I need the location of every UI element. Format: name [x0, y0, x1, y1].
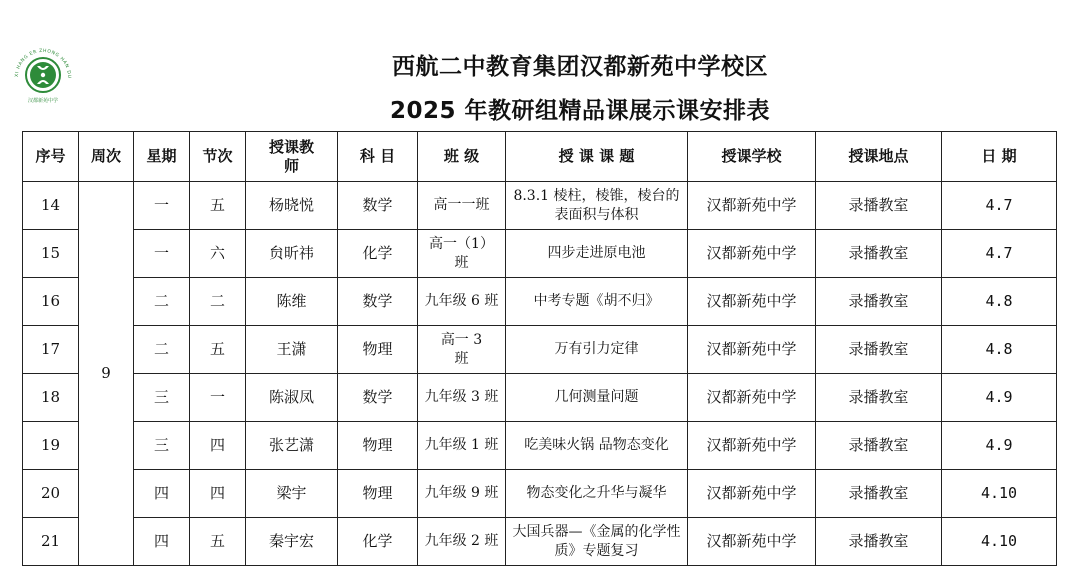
cell-school: 汉都新苑中学	[688, 422, 816, 470]
cell-teacher: 杨晓悦	[246, 182, 338, 230]
cell-subject: 化学	[338, 230, 418, 278]
cell-topic: 吃美味火锅 品物态变化	[506, 422, 688, 470]
cell-teacher: 贠昕祎	[246, 230, 338, 278]
cell-weekday: 四	[134, 518, 190, 566]
cell-class: 高一（1）班	[418, 230, 506, 278]
cell-class: 高一 3 班	[418, 326, 506, 374]
logo-bottom-text: 汉都新苑中学	[27, 98, 59, 104]
page-title: 西航二中教育集团汉都新苑中学校区	[392, 54, 768, 80]
cell-period: 四	[190, 470, 246, 518]
cell-location: 录播教室	[816, 422, 942, 470]
cell-class: 九年级 6 班	[418, 278, 506, 326]
cell-teacher: 张艺潇	[246, 422, 338, 470]
table-row	[23, 518, 1057, 566]
cell-teacher: 陈维	[246, 278, 338, 326]
cell-period: 六	[190, 230, 246, 278]
cell-period: 四	[190, 422, 246, 470]
table-row	[23, 374, 1057, 422]
header-seq: 序号	[23, 132, 79, 182]
cell-class: 九年级 2 班	[418, 518, 506, 566]
table-row	[23, 470, 1057, 518]
cell-location: 录播教室	[816, 326, 942, 374]
cell-period: 一	[190, 374, 246, 422]
cell-topic: 几何测量问题	[506, 374, 688, 422]
cell-teacher: 秦宇宏	[246, 518, 338, 566]
cell-weekday: 二	[134, 326, 190, 374]
cell-weekday: 四	[134, 470, 190, 518]
header-weekday: 星期	[134, 132, 190, 182]
cell-teacher: 陈淑凤	[246, 374, 338, 422]
cell-location: 录播教室	[816, 278, 942, 326]
header-date: 日 期	[942, 132, 1057, 182]
cell-topic: 四步走进原电池	[506, 230, 688, 278]
cell-weekday: 二	[134, 278, 190, 326]
cell-subject: 物理	[338, 326, 418, 374]
table-header-row	[23, 132, 1057, 182]
cell-weekday: 一	[134, 230, 190, 278]
cell-location: 录播教室	[816, 374, 942, 422]
table-row	[23, 230, 1057, 278]
cell-school: 汉都新苑中学	[688, 278, 816, 326]
cell-school: 汉都新苑中学	[688, 374, 816, 422]
header-topic: 授 课 课 题	[506, 132, 688, 182]
header-subject: 科 目	[338, 132, 418, 182]
cell-date: 4.8	[942, 278, 1057, 326]
header-location: 授课地点	[816, 132, 942, 182]
cell-date: 4.10	[942, 470, 1057, 518]
cell-period: 五	[190, 182, 246, 230]
cell-period: 二	[190, 278, 246, 326]
cell-topic: 万有引力定律	[506, 326, 688, 374]
cell-seq: 15	[23, 230, 79, 278]
cell-topic: 8.3.1 棱柱，棱锥，棱台的表面积与体积	[506, 182, 688, 230]
cell-class: 高一一班	[418, 182, 506, 230]
table-row	[23, 326, 1057, 374]
cell-location: 录播教室	[816, 230, 942, 278]
cell-subject: 物理	[338, 470, 418, 518]
cell-school: 汉都新苑中学	[688, 182, 816, 230]
cell-weekday: 一	[134, 182, 190, 230]
cell-location: 录播教室	[816, 518, 942, 566]
header-school: 授课学校	[688, 132, 816, 182]
cell-location: 录播教室	[816, 470, 942, 518]
cell-topic: 物态变化之升华与凝华	[506, 470, 688, 518]
cell-seq: 20	[23, 470, 79, 518]
cell-seq: 21	[23, 518, 79, 566]
cell-school: 汉都新苑中学	[688, 470, 816, 518]
cell-date: 4.9	[942, 422, 1057, 470]
page-subtitle: 2025 年教研组精品课展示课安排表	[389, 98, 771, 124]
cell-seq: 14	[23, 182, 79, 230]
cell-date: 4.7	[942, 182, 1057, 230]
cell-seq: 17	[23, 326, 79, 374]
cell-seq: 18	[23, 374, 79, 422]
table-row	[23, 422, 1057, 470]
logo-ring-text: XI HANG ER ZHONG HAN DU	[14, 48, 72, 79]
header-period: 节次	[190, 132, 246, 182]
cell-subject: 数学	[338, 374, 418, 422]
cell-school: 汉都新苑中学	[688, 230, 816, 278]
cell-period: 五	[190, 518, 246, 566]
cell-class: 九年级 3 班	[418, 374, 506, 422]
cell-teacher: 王潇	[246, 326, 338, 374]
cell-subject: 化学	[338, 518, 418, 566]
cell-school: 汉都新苑中学	[688, 518, 816, 566]
cell-class: 九年级 9 班	[418, 470, 506, 518]
cell-weekday: 三	[134, 422, 190, 470]
table-row	[23, 278, 1057, 326]
cell-class: 九年级 1 班	[418, 422, 506, 470]
cell-teacher: 梁宇	[246, 470, 338, 518]
cell-date: 4.9	[942, 374, 1057, 422]
schedule-table	[22, 131, 1057, 566]
cell-school: 汉都新苑中学	[688, 326, 816, 374]
cell-seq: 16	[23, 278, 79, 326]
table-row	[23, 182, 1057, 230]
cell-weekday: 三	[134, 374, 190, 422]
cell-seq: 19	[23, 422, 79, 470]
cell-date: 4.10	[942, 518, 1057, 566]
cell-subject: 数学	[338, 182, 418, 230]
cell-subject: 物理	[338, 422, 418, 470]
header-week: 周次	[79, 132, 134, 182]
cell-topic: 大国兵器—《金属的化学性质》专题复习	[506, 518, 688, 566]
header-class: 班 级	[418, 132, 506, 182]
cell-subject: 数学	[338, 278, 418, 326]
cell-date: 4.7	[942, 230, 1057, 278]
header-teacher: 授课教师	[246, 132, 338, 182]
cell-period: 五	[190, 326, 246, 374]
cell-date: 4.8	[942, 326, 1057, 374]
cell-topic: 中考专题《胡不归》	[506, 278, 688, 326]
cell-week: 9	[79, 182, 134, 566]
cell-location: 录播教室	[816, 182, 942, 230]
